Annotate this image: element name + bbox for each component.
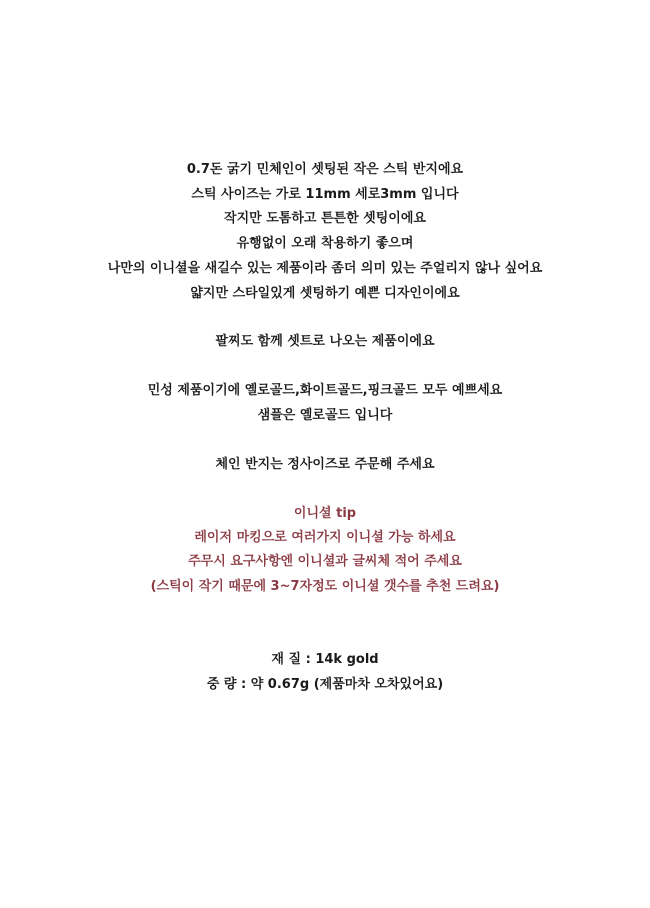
color-options-line: 민성 제품이기에 옐로골드,화이트골드,핑크골드 모두 예쁘세요 — [147, 383, 503, 398]
material-spec: 재 질 : 14k gold — [271, 652, 379, 667]
initial-tip-line-3: (스틱이 작기 때문에 3~7자정도 이니셜 갯수를 추천 드려요) — [150, 579, 500, 594]
initial-tip-line-2: 주무시 요구사항엔 이니셜과 글씨체 적어 주세요 — [188, 554, 462, 569]
initial-tip-title: 이니셜 tip — [293, 506, 357, 521]
sample-color-line: 샘플은 옐로골드 입니다 — [257, 408, 393, 423]
size-note: 체인 반지는 정사이즈로 주문해 주세요 — [215, 457, 435, 472]
description-line-3: 작지만 도톰하고 튼튼한 셋팅이에요 — [224, 211, 426, 226]
description-line-4: 유행없이 오래 착용하기 좋으며 — [236, 236, 414, 251]
description-line-5: 나만의 이니셜을 새길수 있는 제품이라 좀더 의미 있는 주얼리지 않나 싶어요 — [107, 261, 543, 276]
set-note: 팔찌도 함께 셋트로 나오는 제품이에요 — [215, 334, 435, 349]
description-line-6: 얇지만 스타일있게 셋팅하기 예쁜 디자인이에요 — [190, 286, 460, 301]
weight-spec: 중 량 : 약 0.67g (제품마차 오차있어요) — [206, 677, 444, 692]
description-line-1: 0.7돈 굵기 민체인이 셋팅된 작은 스틱 반지에요 — [186, 162, 464, 177]
initial-tip-line-1: 레이저 마킹으로 여러가지 이니셜 가능 하세요 — [194, 530, 456, 545]
description-line-2: 스틱 사이즈는 가로 11mm 세로3mm 입니다 — [191, 187, 459, 202]
